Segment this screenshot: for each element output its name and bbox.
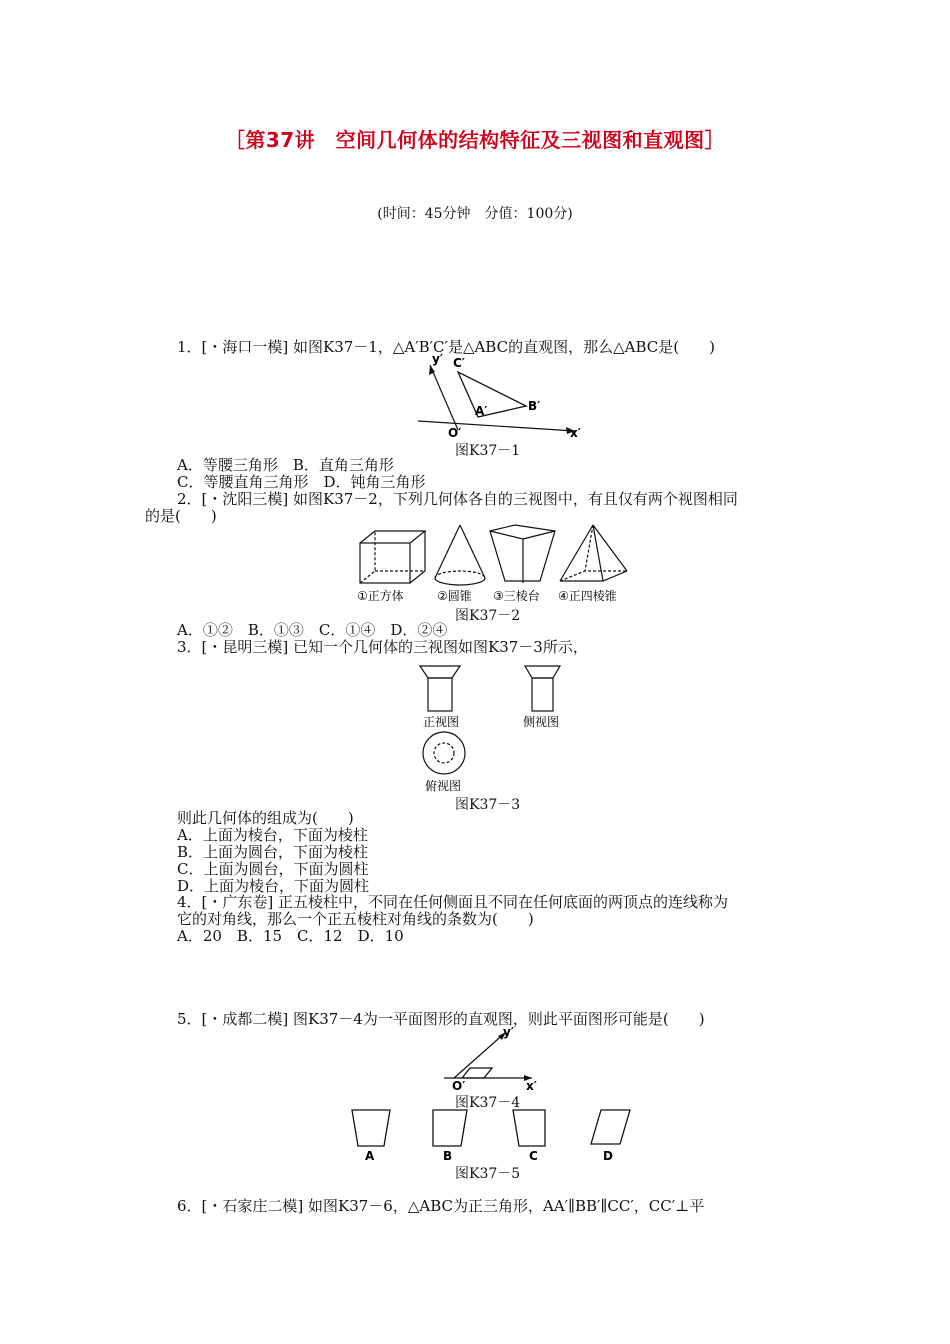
q1-options-line1: A．等腰三角形 B．直角三角形 — [177, 456, 394, 474]
q4-stem-line2: 它的对角线，那么一个正五棱柱对角线的条数为( ) — [177, 910, 534, 928]
choice-shape-a — [352, 1110, 390, 1146]
q1-stem: 1．[・海口一模] 如图K37－1，△A′B′C′是△ABC的直观图，那么△ABC是( ) — [177, 338, 715, 356]
q4-stem-line1: 4．[・广东卷] 正五棱柱中，不同在任何侧面且不同在任何底面的两顶点的连线称为 — [177, 893, 729, 911]
q2-stem-line1: 2．[・沈阳三模] 如图K37－2，下列几何体各自的三视图中，有且仅有两个视图相同 — [177, 490, 738, 508]
side-view — [525, 666, 560, 711]
figure-k37-3 — [415, 660, 565, 795]
choice-shape-d — [591, 1110, 630, 1144]
top-view — [423, 732, 465, 774]
fig1-label-c: C′ — [453, 356, 465, 370]
shape-label-cube: ①正方体 — [357, 589, 404, 603]
cube-shape — [360, 531, 425, 583]
choice-label-a: A — [365, 1149, 375, 1163]
q3-option-d: D．上面为棱台，下面为圆柱 — [177, 877, 370, 895]
choice-shape-b — [433, 1110, 467, 1146]
fig1-label-o: O′ — [448, 426, 462, 440]
fig4-label-x: x′ — [526, 1079, 537, 1093]
choice-label-b: B — [443, 1149, 453, 1163]
view-label-side: 侧视图 — [523, 715, 560, 729]
cone-shape — [435, 525, 485, 585]
figure-k37-2 — [355, 523, 630, 605]
q5-figure-caption-5: 图K37－5 — [455, 1166, 521, 1182]
q3-figure-caption: 图K37－3 — [455, 797, 521, 813]
shape-label-pyramid: ④正四棱锥 — [558, 589, 617, 603]
q5-figure-caption-4: 图K37－4 — [455, 1095, 521, 1111]
q1-figure-caption: 图K37－1 — [455, 443, 521, 459]
choice-shape-c — [513, 1110, 545, 1146]
shape-label-cone: ②圆锥 — [437, 589, 472, 603]
page-title: ［第37讲 空间几何体的结构特征及三视图和直观图］ — [224, 128, 726, 152]
fig1-label-a: A′ — [475, 404, 488, 418]
choice-label-d: D — [603, 1149, 613, 1163]
figure-k37-1 — [410, 352, 585, 440]
q2-options: A．①② B．①③ C．①④ D．②④ — [177, 621, 448, 639]
q5-stem: 5．[・成都二模] 图K37－4为一平面图形的直观图，则此平面图形可能是( ) — [177, 1010, 705, 1028]
figure-k37-5 — [345, 1108, 635, 1166]
choice-label-c: C — [529, 1149, 538, 1163]
shape-label-frustum: ③三棱台 — [493, 589, 540, 603]
q1-options-line2: C．等腰直角三角形 D．钝角三角形 — [177, 473, 426, 491]
view-label-front: 正视图 — [423, 715, 460, 729]
fig1-label-b: B′ — [528, 399, 541, 413]
q4-options: A．20 B．15 C．12 D．10 — [177, 927, 404, 945]
view-label-top: 俯视图 — [425, 779, 462, 793]
q3-option-a: A．上面为棱台，下面为棱柱 — [177, 826, 368, 844]
q2-stem-line2: 的是( ) — [145, 507, 217, 525]
q3-stem: 3．[・昆明三模] 已知一个几何体的三视图如图K37－3所示， — [177, 638, 588, 656]
q3-question: 则此几何体的组成为( ) — [177, 809, 354, 827]
fig1-label-x: x′ — [570, 426, 581, 440]
fig4-label-o: O′ — [452, 1079, 466, 1093]
q3-option-c: C．上面为圆台，下面为圆柱 — [177, 860, 369, 878]
front-view — [420, 666, 460, 711]
fig1-label-y: y′ — [432, 352, 443, 366]
q3-option-b: B．上面为圆台，下面为棱柱 — [177, 843, 369, 861]
pyramid-shape — [560, 525, 627, 581]
exam-meta: (时间：45分钟 分值：100分) — [377, 206, 573, 222]
fig4-label-y: y′ — [503, 1025, 514, 1039]
frustum-shape — [490, 525, 555, 583]
figure-k37-4 — [440, 1026, 540, 1094]
q6-stem: 6．[・石家庄二模] 如图K37－6，△ABC为正三角形，AA′∥BB′∥CC′，CC′⊥平 — [177, 1197, 705, 1215]
q2-figure-caption: 图K37－2 — [455, 608, 521, 624]
